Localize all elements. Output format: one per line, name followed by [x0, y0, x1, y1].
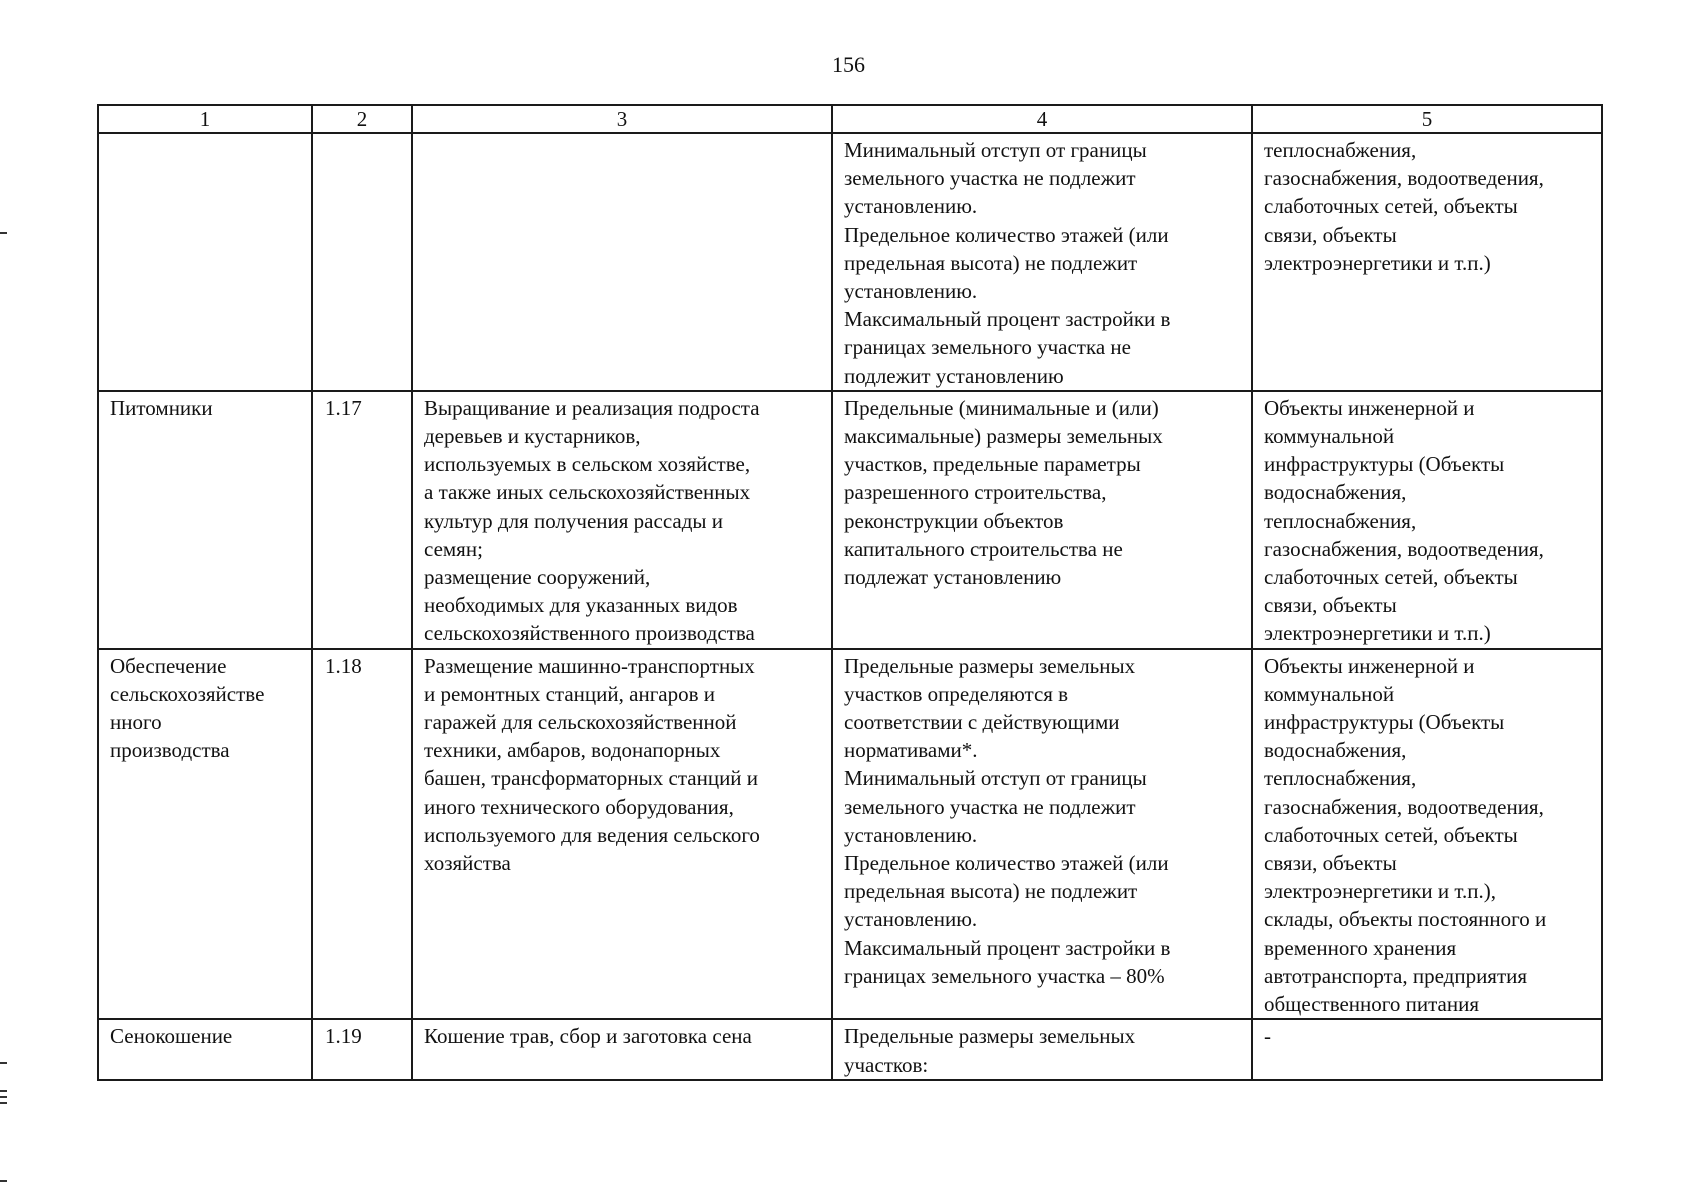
- cell-code: 1.17: [312, 391, 412, 649]
- cell-name: Сенокошение: [98, 1019, 312, 1080]
- cell-name: Питомники: [98, 391, 312, 649]
- margin-mark: [0, 1096, 7, 1098]
- table-row: [98, 133, 1602, 391]
- cell-description: [412, 133, 832, 391]
- margin-mark: [0, 1102, 7, 1104]
- column-header-3: 3: [412, 105, 832, 133]
- page-number: 156: [832, 52, 865, 77]
- cell-objects: теплоснабжения, газоснабжения, водоотведения, слаботочных сетей, объекты связи, объекты электроэнергетики и т.п.): [1252, 133, 1602, 391]
- cell-description: Кошение трав, сбор и заготовка сена: [412, 1019, 832, 1080]
- cell-objects: -: [1252, 1019, 1602, 1080]
- margin-mark: [0, 1180, 7, 1182]
- cell-parameters: Предельные размеры земельных участков определяются в соответствии с действующими нормативами*. Минимальный отступ от границы земельного участка не подлежит установлению. Предельное количество этажей (или предельная высота) не подлежит установлению. Максимальный процент застройки в границах земельного участка – 80%: [832, 649, 1252, 1020]
- table-row: [98, 1019, 1602, 1080]
- cell-name: Обеспечение сельскохозяйстве нного производства: [98, 649, 312, 1020]
- table-row: [98, 649, 1602, 1020]
- table-header-row: [98, 105, 1602, 133]
- cell-code: 1.18: [312, 649, 412, 1020]
- cell-description: Размещение машинно-транспортных и ремонтных станций, ангаров и гаражей для сельскохозяйственной техники, амбаров, водонапорных башен, трансформаторных станций и иного технического оборудования, используемого для ведения сельского хозяйства: [412, 649, 832, 1020]
- margin-mark: [0, 1062, 7, 1064]
- column-header-5: 5: [1252, 105, 1602, 133]
- cell-code: [312, 133, 412, 391]
- cell-parameters: Предельные (минимальные и (или) максимальные) размеры земельных участков, предельные параметры разрешенного строительства, реконструкции объектов капитального строительства не подлежат установлению: [832, 391, 1252, 649]
- column-header-1: 1: [98, 105, 312, 133]
- cell-description: Выращивание и реализация подроста деревьев и кустарников, используемых в сельском хозяйстве, а также иных сельскохозяйственных культур для получения рассады и семян; размещение сооружений, необходимых для указанных видов сельскохозяйственного производства: [412, 391, 832, 649]
- cell-objects: Объекты инженерной и коммунальной инфраструктуры (Объекты водоснабжения, теплоснабжения, газоснабжения, водоотведения, слаботочных сетей, объекты связи, объекты электроэнергетики и т.п.): [1252, 391, 1602, 649]
- margin-mark: [0, 1090, 7, 1092]
- cell-name: [98, 133, 312, 391]
- land-use-table: [97, 104, 1603, 1081]
- cell-parameters: Минимальный отступ от границы земельного участка не подлежит установлению. Предельное количество этажей (или предельная высота) не подлежит установлению. Максимальный процент застройки в границах земельного участка не подлежит установлению: [832, 133, 1252, 391]
- cell-objects: Объекты инженерной и коммунальной инфраструктуры (Объекты водоснабжения, теплоснабжения, газоснабжения, водоотведения, слаботочных сетей, объекты связи, объекты электроэнергетики и т.п.), склады, объекты постоянного и временного хранения автотранспорта, предприятия общественного питания: [1252, 649, 1602, 1020]
- column-header-4: 4: [832, 105, 1252, 133]
- table-row: [98, 391, 1602, 649]
- margin-mark: [0, 232, 7, 234]
- cell-code: 1.19: [312, 1019, 412, 1080]
- cell-parameters: Предельные размеры земельных участков:: [832, 1019, 1252, 1080]
- column-header-2: 2: [312, 105, 412, 133]
